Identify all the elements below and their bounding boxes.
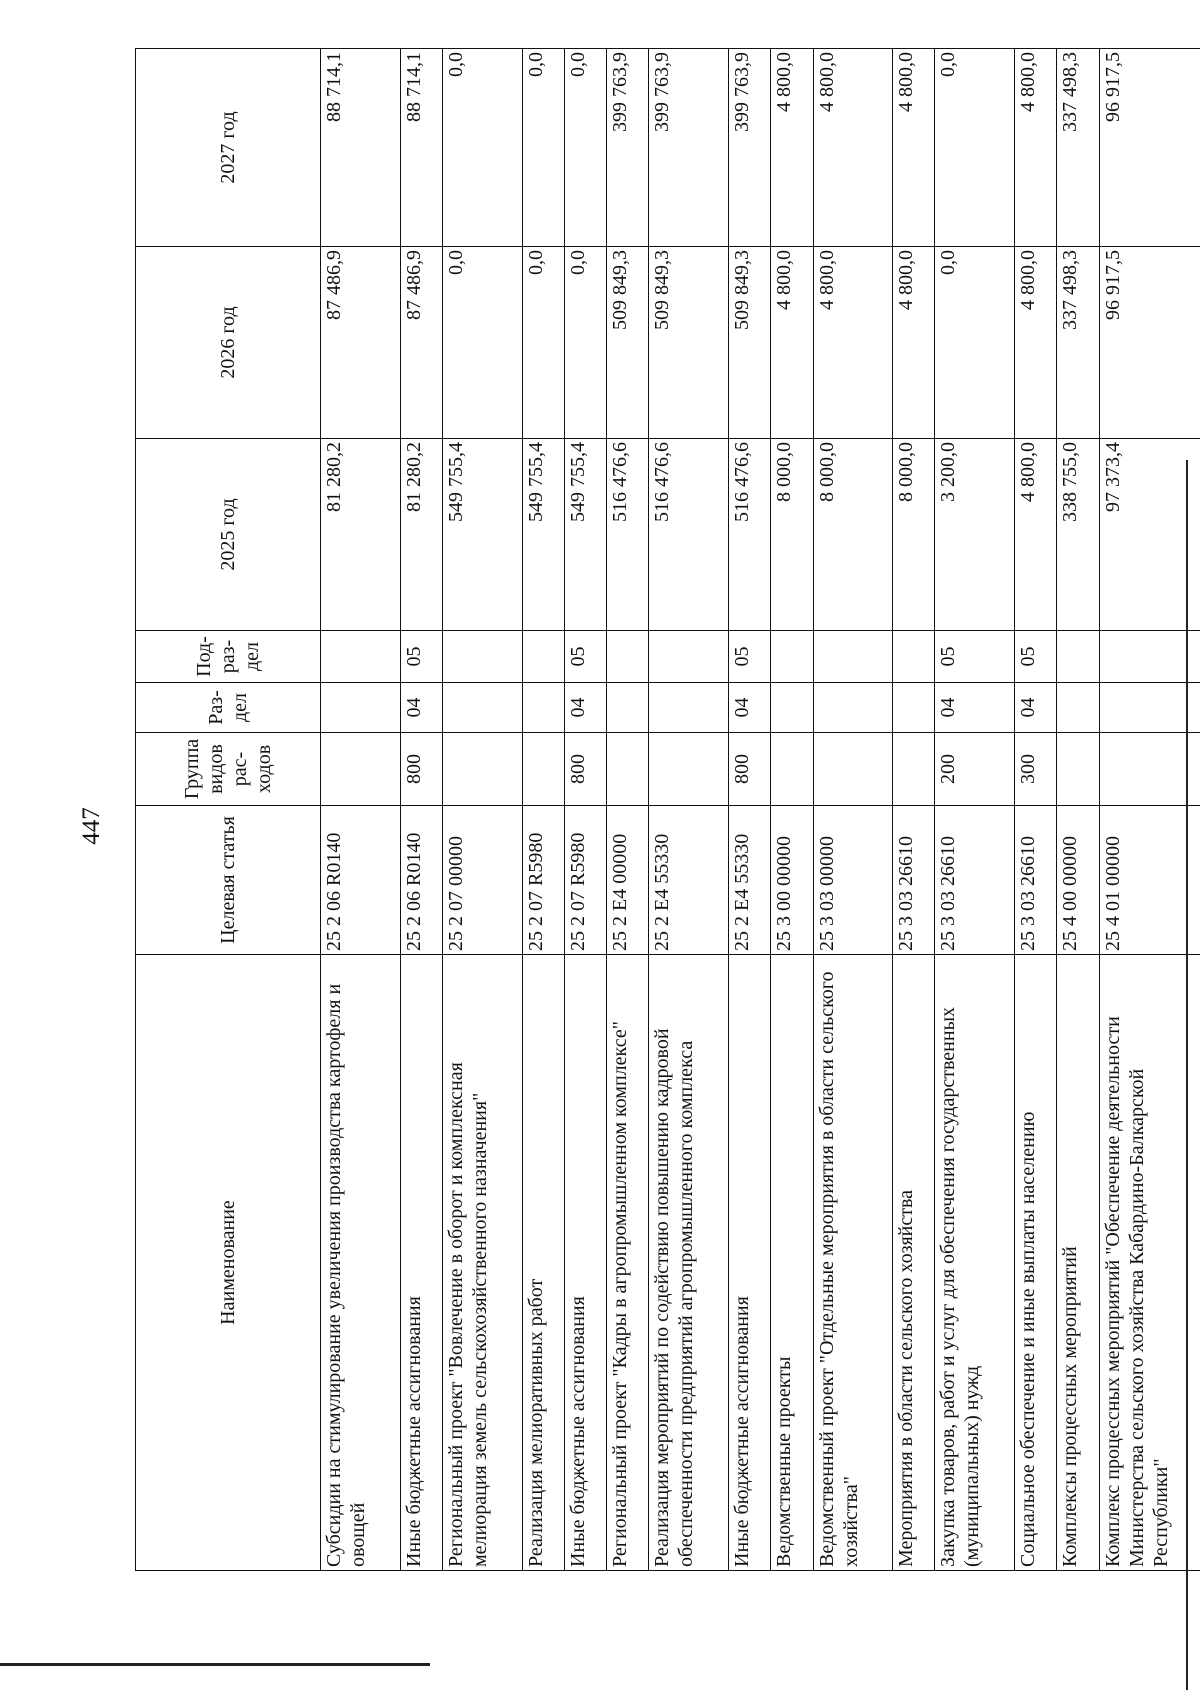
header-name: Наименование bbox=[136, 955, 321, 1571]
cell-2027: 4 800,0 bbox=[893, 49, 935, 247]
cell-subsection bbox=[771, 631, 813, 683]
page-number: 447 bbox=[78, 807, 105, 845]
cell-section bbox=[522, 683, 564, 733]
cell-name: Региональный проект "Кадры в агропромышленном комплексе" bbox=[607, 955, 649, 1571]
cell-subsection bbox=[442, 631, 522, 683]
cell-name: Закупка товаров, работ и услуг для обеспечения государственных (муниципальных) нужд bbox=[935, 955, 1015, 1571]
cell-2025: 81 280,2 bbox=[321, 439, 401, 631]
cell-2026: 0,0 bbox=[522, 247, 564, 439]
cell-section bbox=[607, 683, 649, 733]
cell-2027: 96 917,5 bbox=[1099, 49, 1200, 247]
cell-subsection bbox=[649, 631, 729, 683]
cell-2026: 4 800,0 bbox=[771, 247, 813, 439]
header-2026: 2026 год bbox=[136, 247, 321, 439]
header-2025: 2025 год bbox=[136, 439, 321, 631]
table-row bbox=[607, 49, 649, 1571]
cell-section bbox=[1057, 683, 1099, 733]
cell-2026: 4 800,0 bbox=[893, 247, 935, 439]
cell-group: 800 bbox=[564, 733, 606, 806]
cell-name: Социальное обеспечение и иные выплаты населению bbox=[1015, 955, 1057, 1571]
cell-subsection: 05 bbox=[400, 631, 442, 683]
table-row bbox=[649, 49, 729, 1571]
cell-section bbox=[1099, 683, 1200, 733]
table-row bbox=[1057, 49, 1099, 1571]
cell-subsection bbox=[1057, 631, 1099, 683]
cell-target: 25 2 E4 55330 bbox=[729, 806, 771, 955]
table-row bbox=[1099, 49, 1200, 1571]
cell-subsection bbox=[1099, 631, 1200, 683]
scan-edge-bottom bbox=[0, 1663, 430, 1666]
cell-target: 25 3 00 00000 bbox=[771, 806, 813, 955]
cell-target: 25 2 07 00000 bbox=[442, 806, 522, 955]
cell-group bbox=[1057, 733, 1099, 806]
table-row bbox=[321, 49, 401, 1571]
cell-section: 04 bbox=[935, 683, 1015, 733]
cell-2025: 81 280,2 bbox=[400, 439, 442, 631]
scan-edge-right bbox=[1186, 460, 1188, 1690]
cell-2026: 4 800,0 bbox=[1015, 247, 1057, 439]
cell-2025: 549 755,4 bbox=[564, 439, 606, 631]
cell-section bbox=[321, 683, 401, 733]
cell-target: 25 2 06 R0140 bbox=[400, 806, 442, 955]
cell-target: 25 3 03 26610 bbox=[1015, 806, 1057, 955]
cell-target: 25 4 00 00000 bbox=[1057, 806, 1099, 955]
cell-2025: 3 200,0 bbox=[935, 439, 1015, 631]
cell-subsection: 05 bbox=[729, 631, 771, 683]
cell-2025: 4 800,0 bbox=[1015, 439, 1057, 631]
cell-section: 04 bbox=[729, 683, 771, 733]
cell-target: 25 2 07 R5980 bbox=[522, 806, 564, 955]
table-row bbox=[1015, 49, 1057, 1571]
cell-name: Субсидии на стимулирование увеличения производства картофеля и овощей bbox=[321, 955, 401, 1571]
cell-2025: 516 476,6 bbox=[729, 439, 771, 631]
cell-subsection: 05 bbox=[564, 631, 606, 683]
cell-name: Реализация мелиоративных работ bbox=[522, 955, 564, 1571]
cell-name: Иные бюджетные ассигнования bbox=[400, 955, 442, 1571]
cell-group: 800 bbox=[729, 733, 771, 806]
cell-target: 25 2 E4 55330 bbox=[649, 806, 729, 955]
budget-table bbox=[135, 48, 1200, 1571]
cell-section bbox=[893, 683, 935, 733]
table-row bbox=[729, 49, 771, 1571]
cell-subsection: 05 bbox=[1015, 631, 1057, 683]
budget-table-rotated bbox=[135, 49, 1200, 1571]
cell-2026: 87 486,9 bbox=[321, 247, 401, 439]
cell-group bbox=[649, 733, 729, 806]
cell-2025: 8 000,0 bbox=[771, 439, 813, 631]
cell-2025: 516 476,6 bbox=[649, 439, 729, 631]
cell-target: 25 3 03 26610 bbox=[893, 806, 935, 955]
cell-2026: 4 800,0 bbox=[813, 247, 893, 439]
cell-group bbox=[893, 733, 935, 806]
table-row bbox=[522, 49, 564, 1571]
cell-target: 25 3 03 00000 bbox=[813, 806, 893, 955]
cell-name: Комплекс процессных мероприятий "Обеспечение деятельности Министерства сельского хозяйства Кабардино-Балкарской Республики" bbox=[1099, 955, 1200, 1571]
cell-name: Мероприятия в области сельского хозяйства bbox=[893, 955, 935, 1571]
table-row bbox=[400, 49, 442, 1571]
cell-target: 25 2 06 R0140 bbox=[321, 806, 401, 955]
cell-section: 04 bbox=[564, 683, 606, 733]
cell-2027: 0,0 bbox=[935, 49, 1015, 247]
cell-section: 04 bbox=[1015, 683, 1057, 733]
cell-group: 200 bbox=[935, 733, 1015, 806]
cell-2027: 0,0 bbox=[564, 49, 606, 247]
cell-section bbox=[771, 683, 813, 733]
cell-subsection: 05 bbox=[935, 631, 1015, 683]
cell-2026: 509 849,3 bbox=[729, 247, 771, 439]
cell-group bbox=[607, 733, 649, 806]
cell-subsection bbox=[607, 631, 649, 683]
cell-2027: 4 800,0 bbox=[1015, 49, 1057, 247]
table-row bbox=[893, 49, 935, 1571]
cell-group bbox=[442, 733, 522, 806]
cell-target: 25 3 03 26610 bbox=[935, 806, 1015, 955]
cell-2027: 4 800,0 bbox=[771, 49, 813, 247]
table-row bbox=[813, 49, 893, 1571]
cell-2026: 509 849,3 bbox=[607, 247, 649, 439]
cell-2027: 88 714,1 bbox=[321, 49, 401, 247]
header-section: Раз-дел bbox=[136, 683, 321, 733]
header-group: Группа видов рас-ходов bbox=[136, 733, 321, 806]
table-row bbox=[442, 49, 522, 1571]
cell-subsection bbox=[321, 631, 401, 683]
cell-name: Региональный проект "Вовлечение в оборот и комплексная мелиорация земель сельскохозяйственного назначения" bbox=[442, 955, 522, 1571]
cell-subsection bbox=[522, 631, 564, 683]
cell-name: Ведомственный проект "Отдельные мероприятия в области сельского хозяйства" bbox=[813, 955, 893, 1571]
cell-2027: 337 498,3 bbox=[1057, 49, 1099, 247]
cell-name: Иные бюджетные ассигнования bbox=[729, 955, 771, 1571]
cell-group bbox=[771, 733, 813, 806]
cell-2026: 509 849,3 bbox=[649, 247, 729, 439]
table-row bbox=[771, 49, 813, 1571]
cell-group bbox=[813, 733, 893, 806]
cell-2027: 399 763,9 bbox=[607, 49, 649, 247]
cell-group: 800 bbox=[400, 733, 442, 806]
cell-2026: 0,0 bbox=[564, 247, 606, 439]
cell-2026: 96 917,5 bbox=[1099, 247, 1200, 439]
table-row bbox=[935, 49, 1015, 1571]
cell-2027: 4 800,0 bbox=[813, 49, 893, 247]
cell-name: Иные бюджетные ассигнования bbox=[564, 955, 606, 1571]
cell-subsection bbox=[893, 631, 935, 683]
cell-2026: 0,0 bbox=[442, 247, 522, 439]
cell-target: 25 2 07 R5980 bbox=[564, 806, 606, 955]
cell-name: Ведомственные проекты bbox=[771, 955, 813, 1571]
cell-2027: 88 714,1 bbox=[400, 49, 442, 247]
cell-section bbox=[813, 683, 893, 733]
cell-2025: 8 000,0 bbox=[813, 439, 893, 631]
header-2027: 2027 год bbox=[136, 49, 321, 247]
cell-group bbox=[522, 733, 564, 806]
cell-section bbox=[649, 683, 729, 733]
table-row bbox=[564, 49, 606, 1571]
cell-2027: 0,0 bbox=[442, 49, 522, 247]
cell-2026: 87 486,9 bbox=[400, 247, 442, 439]
cell-2027: 399 763,9 bbox=[729, 49, 771, 247]
cell-target: 25 4 01 00000 bbox=[1099, 806, 1200, 955]
header-subsection: Под-раз-дел bbox=[136, 631, 321, 683]
cell-section bbox=[442, 683, 522, 733]
cell-section: 04 bbox=[400, 683, 442, 733]
cell-group bbox=[321, 733, 401, 806]
header-target: Целевая статья bbox=[136, 806, 321, 955]
cell-2025: 338 755,0 bbox=[1057, 439, 1099, 631]
cell-target: 25 2 E4 00000 bbox=[607, 806, 649, 955]
cell-2025: 549 755,4 bbox=[442, 439, 522, 631]
cell-2027: 399 763,9 bbox=[649, 49, 729, 247]
cell-2026: 0,0 bbox=[935, 247, 1015, 439]
cell-name: Комплексы процессных мероприятий bbox=[1057, 955, 1099, 1571]
cell-name: Реализация мероприятий по содействию повышению кадровой обеспеченности предприятий агропромышленного комплекса bbox=[649, 955, 729, 1571]
cell-group bbox=[1099, 733, 1200, 806]
cell-subsection bbox=[813, 631, 893, 683]
cell-2025: 549 755,4 bbox=[522, 439, 564, 631]
cell-2025: 8 000,0 bbox=[893, 439, 935, 631]
cell-2025: 516 476,6 bbox=[607, 439, 649, 631]
cell-2026: 337 498,3 bbox=[1057, 247, 1099, 439]
cell-group: 300 bbox=[1015, 733, 1057, 806]
cell-2025: 97 373,4 bbox=[1099, 439, 1200, 631]
table-header-row bbox=[136, 49, 321, 1571]
cell-2027: 0,0 bbox=[522, 49, 564, 247]
